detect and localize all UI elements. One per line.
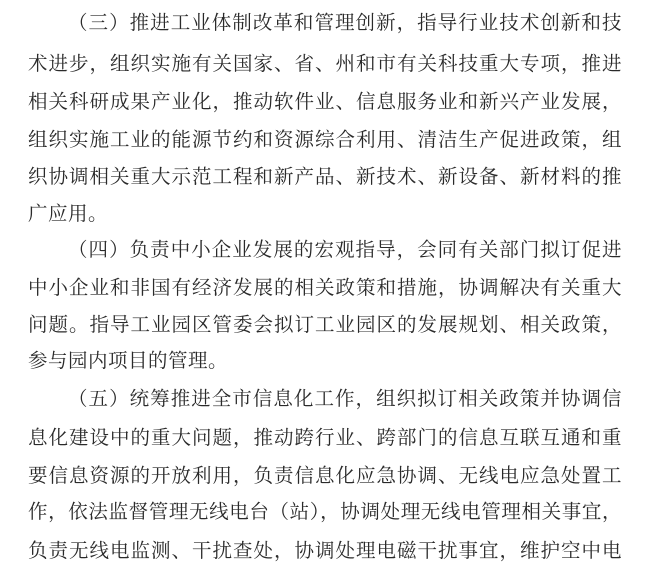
paragraph-5-line-3: 要信息资源的开放利用，负责信息化应急协调、无线电应急处置工 <box>28 464 622 487</box>
paragraph-5-line-1: （五）统筹推进全市信息化工作，组织拟订相关政策并协调信 <box>68 387 622 410</box>
paragraph-5-line-2: 息化建设中的重大问题，推动跨行业、跨部门的信息互联互通和重 <box>28 426 622 449</box>
paragraph-3-line-6: 广应用。 <box>28 202 109 225</box>
paragraph-3-line-1: （三）推进工业体制改革和管理创新，指导行业技术创新和技 <box>68 11 622 34</box>
paragraph-4-line-3: 问题。指导工业园区管委会拟订工业园区的发展规划、相关政策， <box>28 313 622 336</box>
paragraph-4-line-4: 参与园内项目的管理。 <box>28 349 229 372</box>
paragraph-5-line-4: 作，依法监督管理无线电台（站），协调处理无线电管理相关事宜， <box>28 500 622 523</box>
paragraph-3-line-2: 术进步，组织实施有关国家、省、州和市有关科技重大专项，推进 <box>28 52 622 75</box>
paragraph-3-line-4: 组织实施工业的能源节约和资源综合利用、清洁生产促进政策，组 <box>28 128 622 151</box>
paragraph-3-line-5: 织协调相关重大示范工程和新产品、新技术、新设备、新材料的推 <box>28 165 622 188</box>
paragraph-4-line-2: 中小企业和非国有经济发展的相关政策和措施，协调解决有关重大 <box>28 276 622 299</box>
paragraph-3-line-3: 相关科研成果产业化，推动软件业、信息服务业和新兴产业发展， <box>28 90 622 113</box>
paragraph-5-line-5: 负责无线电监测、干扰查处，协调处理电磁干扰事宜，维护空中电 <box>28 539 622 562</box>
paragraph-4-line-1: （四）负责中小企业发展的宏观指导，会同有关部门拟订促进 <box>68 238 622 261</box>
